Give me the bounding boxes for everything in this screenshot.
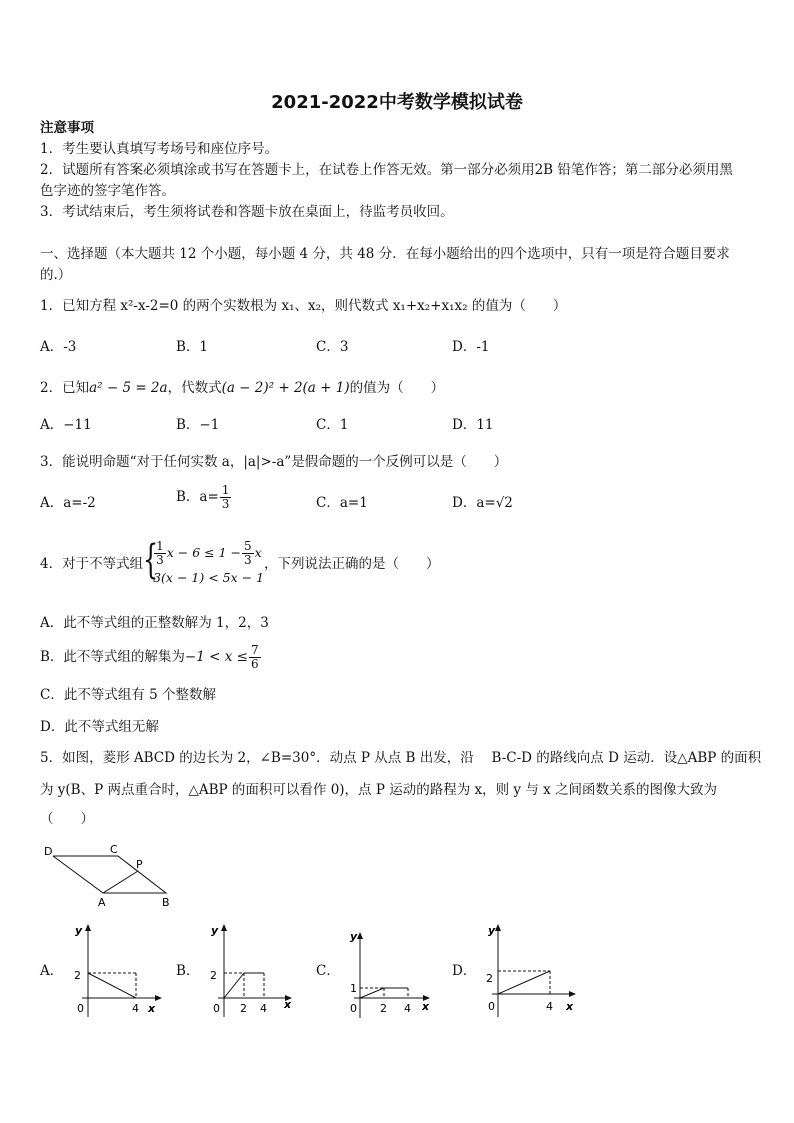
graph-option-a-label: A． bbox=[40, 963, 64, 979]
x-tick: 4 bbox=[546, 1000, 553, 1013]
q4-option-a: A．此不等式组的正整数解为 1，2，3 bbox=[40, 615, 269, 631]
q2-option-d: D．11 bbox=[452, 417, 494, 433]
label-a: A bbox=[98, 896, 106, 909]
q1-option-b: B．1 bbox=[176, 339, 209, 355]
graph-option-d-label: D． bbox=[452, 963, 477, 979]
label-d: D bbox=[44, 845, 53, 858]
fraction-denominator: 3 bbox=[221, 497, 230, 511]
x-tick: 2 bbox=[380, 1002, 387, 1015]
q4-option-b bbox=[40, 639, 262, 675]
notice-item: 2．试题所有答案必须填涂或书写在答题卡上，在试卷上作答无效。第一部分必须用2B 铅笔作答；第二部分必须用黑 bbox=[40, 162, 733, 178]
y-tick: 2 bbox=[210, 969, 217, 982]
q4-option-d: D．此不等式组无解 bbox=[40, 719, 159, 735]
page-title: 2021-2022中考数学模拟试卷 bbox=[271, 92, 523, 113]
x-tick: 2 bbox=[240, 1002, 247, 1015]
brace-icon: { bbox=[143, 536, 159, 583]
y-tick: 1 bbox=[350, 982, 357, 995]
inequality-1 bbox=[153, 540, 264, 567]
fraction-denominator: 3 bbox=[243, 552, 252, 567]
inequality-1-end: x bbox=[254, 544, 262, 560]
y-axis-label: y bbox=[211, 924, 219, 937]
q4-option-b-expr: −1 < x ≤ bbox=[184, 649, 248, 665]
label-b: B bbox=[162, 896, 170, 909]
q4-stem-post: ，下列说法正确的是（ ） bbox=[264, 556, 440, 572]
x-tick: 4 bbox=[260, 1002, 267, 1015]
label-p: P bbox=[136, 858, 143, 871]
q3-option-d bbox=[452, 494, 513, 512]
y-axis-label: y bbox=[488, 924, 496, 937]
q3-option-c: C．a=1 bbox=[316, 495, 368, 511]
question-5-stem-cont: 为 y(B、P 两点重合时，△ABP 的面积可以看作 0)，点 P 运动的路程为 x，则 y 与 x 之间函数关系的图像大致为 bbox=[40, 782, 718, 798]
q4-stem-pre: 4．对于不等式组 bbox=[40, 556, 144, 572]
x-axis-label: x bbox=[148, 1002, 156, 1015]
question-4-stem bbox=[40, 534, 440, 594]
fraction-denominator: 3 bbox=[156, 552, 164, 567]
notice-item: 1．考生要认真填写考场号和座位序号。 bbox=[40, 141, 279, 157]
inequality-2-text: 3(x − 1) < 5x − 1 bbox=[153, 569, 265, 585]
graph-b bbox=[204, 922, 304, 1022]
graph-option-c-label: C． bbox=[316, 963, 340, 979]
section-heading: 一、选择题（本大题共 12 个小题，每小题 4 分，共 48 分．在每小题给出的四个选项中，只有一项是符合题目要求 bbox=[40, 246, 730, 262]
q2-stem-c: 的值为（ ） bbox=[349, 380, 445, 396]
question-5-paren: （ ） bbox=[40, 811, 94, 827]
q2-stem-a: 2．已知 bbox=[40, 380, 90, 396]
q4-option-b-label: B．此不等式组的解集为 bbox=[40, 649, 185, 665]
question-3-stem: 3．能说明命题“对于任何实数 a，|a|>-a”是假命题的一个反例可以是（ ） bbox=[40, 454, 508, 470]
section-heading-cont: 的.） bbox=[40, 267, 72, 283]
q3-option-b bbox=[176, 484, 232, 511]
graph-d bbox=[476, 922, 586, 1022]
x-axis-label: x bbox=[422, 1000, 430, 1013]
question-1-stem: 1．已知方程 x²-x-2=0 的两个实数根为 x₁、x₂，则代数式 x₁+x₂+x₁x₂ 的值为（ ） bbox=[40, 298, 567, 314]
label-c: C bbox=[110, 843, 118, 856]
x-tick: 4 bbox=[132, 1002, 139, 1015]
x-axis-label: x bbox=[566, 1000, 574, 1013]
graph-c bbox=[338, 928, 438, 1028]
q3-option-d-label: D．a= bbox=[452, 495, 496, 511]
origin-label: 0 bbox=[350, 1002, 357, 1015]
question-5-stem: 5．如图，菱形 ABCD 的边长为 2，∠B=30°．动点 P 从点 B 出发，沿 B-C-D 的路线向点 D 运动．设△ABP 的面积 bbox=[40, 750, 762, 766]
x-axis-label: x bbox=[284, 998, 292, 1011]
q1-option-d: D．-1 bbox=[452, 339, 490, 355]
q2-expr-2: (a − 2)² + 2(a + 1) bbox=[221, 380, 350, 396]
origin-label: 0 bbox=[77, 1002, 84, 1015]
q2-expr-1: a² − 5 = 2a bbox=[89, 380, 168, 396]
y-tick: 2 bbox=[486, 972, 493, 985]
graph-a bbox=[68, 922, 168, 1022]
y-tick: 2 bbox=[74, 969, 81, 982]
q3-option-a: A．a=-2 bbox=[40, 495, 96, 511]
q2-option-c: C．1 bbox=[316, 417, 349, 433]
q2-option-a: A．−11 bbox=[40, 417, 92, 433]
fraction-numerator: 7 bbox=[250, 642, 259, 657]
inequality-1-middle: x − 6 ≤ 1 − bbox=[166, 544, 241, 560]
q1-option-c: C．3 bbox=[316, 339, 349, 355]
q2-option-b: B．−1 bbox=[176, 417, 220, 433]
fraction-numerator: 5 bbox=[243, 538, 252, 553]
inequality-system bbox=[143, 536, 265, 589]
fraction-numerator: 1 bbox=[156, 538, 164, 553]
q3-option-b-label: B．a= bbox=[176, 489, 219, 505]
notice-heading: 注意事项 bbox=[40, 120, 94, 136]
origin-label: 0 bbox=[213, 1002, 220, 1015]
fraction-numerator: 1 bbox=[221, 483, 230, 497]
origin-label: 0 bbox=[488, 1000, 495, 1013]
q3-option-b-fraction bbox=[220, 484, 232, 511]
q2-stem-b: ，代数式 bbox=[167, 380, 222, 396]
fraction-denominator: 6 bbox=[250, 656, 259, 671]
graph-option-b-label: B． bbox=[176, 963, 200, 979]
q3-option-d-value: √2 bbox=[495, 495, 513, 511]
y-axis-label: y bbox=[75, 924, 83, 937]
q1-option-a: A．-3 bbox=[40, 339, 77, 355]
notice-item: 3．考试结束后，考生须将试卷和答题卡放在桌面上，待监考员收回。 bbox=[40, 204, 454, 220]
y-axis-label: y bbox=[350, 930, 358, 943]
x-tick: 4 bbox=[404, 1002, 411, 1015]
notice-item: 色字迹的签字笔作答。 bbox=[40, 183, 175, 199]
q4-option-c: C．此不等式组有 5 个整数解 bbox=[40, 687, 217, 703]
question-2-stem bbox=[40, 379, 444, 397]
rhombus-figure bbox=[38, 840, 178, 910]
inequality-2 bbox=[153, 567, 264, 589]
